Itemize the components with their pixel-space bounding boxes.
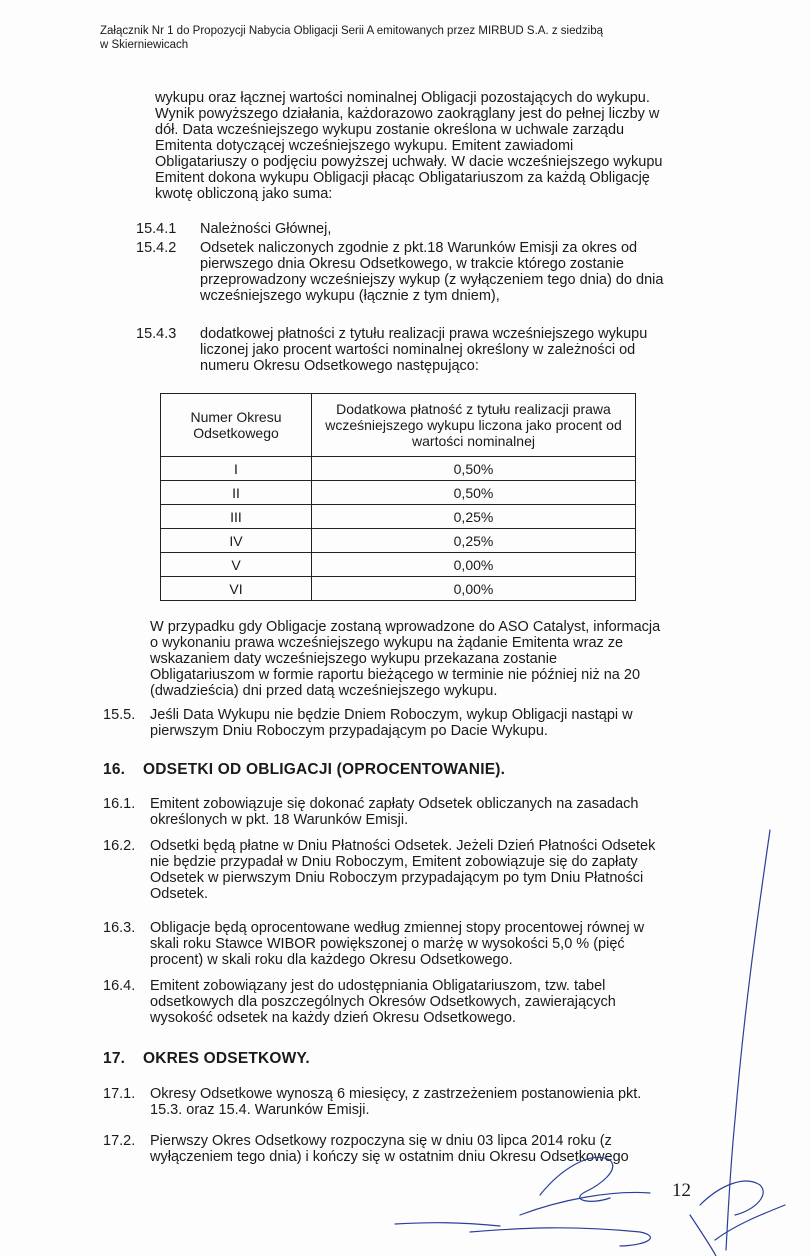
text-line: nie będzie przypadał w Dniu Roboczym, Emitent zobowiązuje się do zapłaty [150,854,638,870]
header-line-2: w Skierniewicach [100,39,189,51]
text-line: Emitent dokona wykupu Obligacji płacąc Obligatariuszom za każdą Obligację [155,170,650,186]
section-title: OKRES ODSETKOWY. [143,1050,310,1067]
text-line: Emitent zobowiązuje się dokonać zapłaty Odsetek obliczanych na zasadach [150,796,639,812]
rate-cell: 0,00% [312,577,636,601]
text-line: Obligacje będą oprocentowane według zmiennej stopy procentowej równej w [150,920,645,936]
text-line: Odsetek. [150,886,209,902]
section-number: 17. [103,1050,126,1067]
text-line: procent) w skali roku dla każdego Okresu Odsetkowego. [150,952,513,968]
text-line: kwotę obliczoną jako suma: [155,186,333,202]
handwritten-signature-icon [395,830,785,1256]
item-number: 16.2. [103,838,136,854]
text-line: liczonej jako procent wartości nominalnej określony w zależności od [200,342,636,358]
text-line: Jeśli Data Wykupu nie będzie Dniem Roboczym, wykup Obligacji nastąpi w [150,707,633,723]
period-cell: II [161,481,312,505]
text-line: Emitenta dotyczącej wcześniejszego wykupu. Emitent zawiadomi [155,138,574,154]
item-number: 15.5. [103,707,136,723]
text-line: wcześniejszego wykupu (łącznie z tym dniem), [200,288,500,304]
section-number: 16. [103,761,126,778]
period-cell: III [161,505,312,529]
table-header-rate: Dodatkowa płatność z tytułu realizacji prawa wcześniejszego wykupu liczona jako procent od wartości nominalnej [312,394,636,457]
text-line: Należności Głównej, [200,221,332,237]
text-line: dodatkowej płatności z tytułu realizacji prawa wcześniejszego wykupu [200,326,648,342]
text-line: pierwszego dnia Okresu Odsetkowego, w trakcie którego zostanie [200,256,624,272]
text-line: Okresy Odsetkowe wynoszą 6 miesięcy, z zastrzeżeniem postanowienia pkt. [150,1086,642,1102]
item-number: 16.1. [103,796,136,812]
text-line: wyłączeniem tego dnia) i kończy się w ostatnim dniu Okresu Odsetkowego [150,1149,629,1165]
text-line: Pierwszy Okres Odsetkowy rozpoczyna się w dniu 03 lipca 2014 roku (z [150,1133,612,1149]
text-line: dół. Data wcześniejszego wykupu zostanie określona w uchwale zarządu [155,122,625,138]
item-number: 15.4.1 [136,221,177,237]
rate-cell: 0,25% [312,529,636,553]
item-number: 16.3. [103,920,136,936]
period-cell: IV [161,529,312,553]
period-cell: V [161,553,312,577]
text-line: wykupu oraz łącznej wartości nominalnej Obligacji pozostających do wykupu. [155,90,650,106]
period-cell: I [161,457,312,481]
text-line: wskazaniem daty wcześniejszego wykupu przekazana zostanie [150,651,558,667]
item-number: 16.4. [103,978,136,994]
text-line: (dwadzieścia) dni przed datą wcześniejszego wykupu. [150,683,498,699]
text-line: Emitent zobowiązany jest do udostępniania Obligatariuszom, tzw. tabel [150,978,606,994]
text-line: określonych w pkt. 18 Warunków Emisji. [150,812,409,828]
text-line: o wykonaniu prawa wcześniejszego wykupu na żądanie Emitenta wraz ze [150,635,624,651]
header-line-1: Załącznik Nr 1 do Propozycji Nabycia Obligacji Serii A emitowanych przez MIRBUD S.A. z siedzibą [100,25,603,37]
text-line: Odsetki będą płatne w Dniu Płatności Odsetek. Jeżeli Dzień Płatności Odsetek [150,838,656,854]
text-line: wysokość odsetek na każdy dzień Okresu Odsetkowego. [150,1010,516,1026]
text-line: odsetkowych dla poszczególnych Okresów Odsetkowych, zawierających [150,994,616,1010]
text-line: numeru Okresu Odsetkowego następująco: [200,358,479,374]
rate-cell: 0,25% [312,505,636,529]
item-number: 17.2. [103,1133,136,1149]
page-number: 12 [672,1180,691,1201]
rate-cell: 0,50% [312,481,636,505]
text-line: 15.3. oraz 15.4. Warunków Emisji. [150,1102,370,1118]
rate-cell: 0,50% [312,457,636,481]
period-cell: VI [161,577,312,601]
text-line: Obligatariuszom w formie raportu bieżącego w terminie nie później niż na 20 [150,667,641,683]
text-line: W przypadku gdy Obligacje zostaną wprowadzone do ASO Catalyst, informacja [150,619,661,635]
text-line: Odsetek w pierwszym Dniu Roboczym przypadającym po tym Dniu Płatności [150,870,644,886]
rate-cell: 0,00% [312,553,636,577]
text-line: skali roku Stawce WIBOR powiększonej o marżę w wysokości 5,0 % (pięć [150,936,625,952]
section-title: ODSETKI OD OBLIGACJI (OPROCENTOWANIE). [143,761,506,778]
text-line: Obligatariuszy o podjęciu powyższej uchwały. W dacie wcześniejszego wykupu [155,154,663,170]
text-line: Wynik powyższego działania, każdorazowo zaokrąglany jest do pełnej liczby w [155,106,660,122]
text-line: pierwszym Dniu Roboczym przypadającym po Dacie Wykupu. [150,723,548,739]
item-number: 15.4.2 [136,240,177,256]
item-number: 17.1. [103,1086,136,1102]
text-line: przeprowadzony wcześniejszy wykup (z wyłączeniem tego dnia) do dnia [200,272,664,288]
table-header-period: Numer Okresu Odsetkowego [161,394,312,457]
text-line: Odsetek naliczonych zgodnie z pkt.18 Warunków Emisji za okres od [200,240,638,256]
item-number: 15.4.3 [136,326,177,342]
